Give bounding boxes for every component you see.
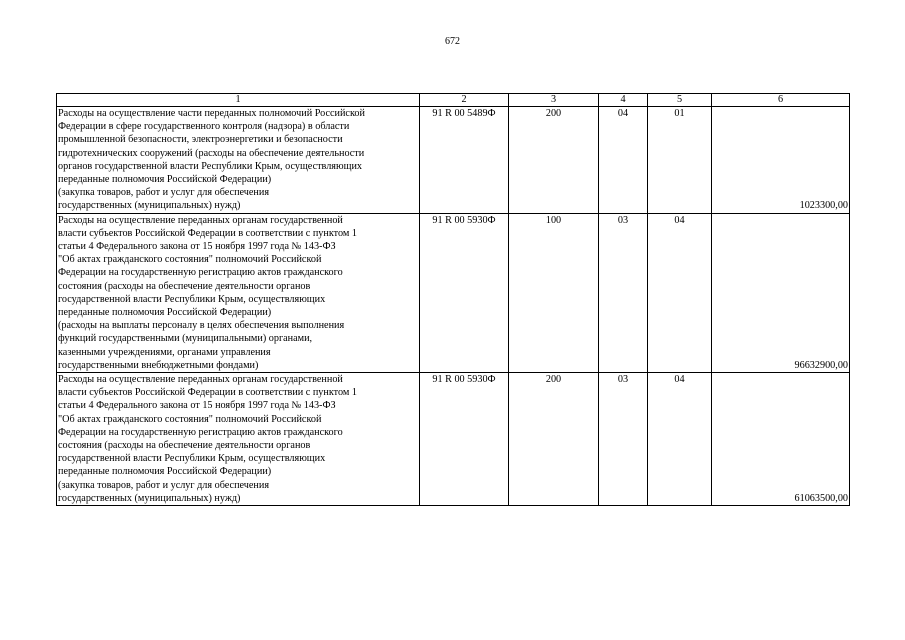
table-row <box>57 213 850 372</box>
section-code: 04 <box>599 107 648 214</box>
description-line: состояния (расходы на обеспечение деятельности органов <box>58 440 311 452</box>
description-line: Федерации в сфере государственного контроля (надзора) в области <box>58 121 350 133</box>
expense-description <box>57 373 420 506</box>
description-line: Расходы на осуществление переданных органам государственной <box>58 214 343 226</box>
description-line: государственных (муниципальных) нужд) <box>58 492 241 504</box>
description-line: функций государственными (муниципальными) органами, <box>58 333 313 345</box>
amount: 61063500,00 <box>712 373 850 506</box>
subsection-code: 04 <box>648 373 712 506</box>
description-line: власти субъектов Российской Федерации в соответствии с пунктом 1 <box>58 227 357 239</box>
description-line: промышленной безопасности, электроэнергетики и безопасности <box>58 134 343 146</box>
column-header: 1 <box>57 94 420 107</box>
expense-description <box>57 213 420 372</box>
description-line: переданные полномочия Российской Федерации) <box>58 307 272 319</box>
column-header: 5 <box>648 94 712 107</box>
amount: 1023300,00 <box>712 107 850 214</box>
section-code: 03 <box>599 373 648 506</box>
description-line: государственной власти Республики Крым, осуществляющих <box>58 453 326 465</box>
description-line: (закупка товаров, работ и услуг для обеспечения <box>58 187 270 199</box>
description-line: государственной власти Республики Крым, осуществляющих <box>58 293 326 305</box>
description-line: казенными учреждениями, органами управления <box>58 346 271 358</box>
description-line: "Об актах гражданского состояния" полномочий Российской <box>58 413 322 425</box>
description-line: статьи 4 Федерального закона от 15 ноября 1997 года № 143-ФЗ <box>58 400 336 412</box>
column-header: 3 <box>509 94 599 107</box>
description-line: переданные полномочия Российской Федерации) <box>58 466 272 478</box>
page-number: 672 <box>445 36 460 47</box>
description-line: гидротехнических сооружений (расходы на обеспечение деятельности <box>58 147 365 159</box>
target-article-code: 91 R 00 5930Ф <box>420 373 509 506</box>
description-line: Федерации на государственную регистрацию актов гражданского <box>58 267 343 279</box>
description-line: государственных (муниципальных) нужд) <box>58 200 241 212</box>
expense-type-code: 200 <box>509 373 599 506</box>
column-header: 6 <box>712 94 850 107</box>
description-line: государственными внебюджетными фондами) <box>58 359 259 371</box>
description-line: Расходы на осуществление части переданных полномочий Российской <box>58 108 365 119</box>
description-line: (закупка товаров, работ и услуг для обеспечения <box>58 479 270 491</box>
subsection-code: 01 <box>648 107 712 214</box>
amount: 96632900,00 <box>712 213 850 372</box>
budget-table <box>56 93 850 506</box>
description-line: переданные полномочия Российской Федерации) <box>58 174 272 186</box>
table-header-row <box>57 94 850 107</box>
description-line: органов государственной власти Республики Крым, осуществляющих <box>58 160 362 172</box>
expense-description <box>57 107 420 214</box>
description-line: "Об актах гражданского состояния" полномочий Российской <box>58 254 322 266</box>
expense-type-code: 100 <box>509 213 599 372</box>
description-line: Федерации на государственную регистрацию актов гражданского <box>58 426 343 438</box>
description-line: власти субъектов Российской Федерации в соответствии с пунктом 1 <box>58 387 357 399</box>
section-code: 03 <box>599 213 648 372</box>
table-row <box>57 373 850 506</box>
target-article-code: 91 R 00 5930Ф <box>420 213 509 372</box>
description-line: состояния (расходы на обеспечение деятельности органов <box>58 280 311 292</box>
column-header: 2 <box>420 94 509 107</box>
column-header: 4 <box>599 94 648 107</box>
description-line: (расходы на выплаты персоналу в целях обеспечения выполнения <box>58 320 345 332</box>
subsection-code: 04 <box>648 213 712 372</box>
expense-type-code: 200 <box>509 107 599 214</box>
description-line: статьи 4 Федерального закона от 15 ноября 1997 года № 143-ФЗ <box>58 241 336 253</box>
table-row <box>57 107 850 214</box>
target-article-code: 91 R 00 5489Ф <box>420 107 509 214</box>
description-line: Расходы на осуществление переданных органам государственной <box>58 374 343 386</box>
